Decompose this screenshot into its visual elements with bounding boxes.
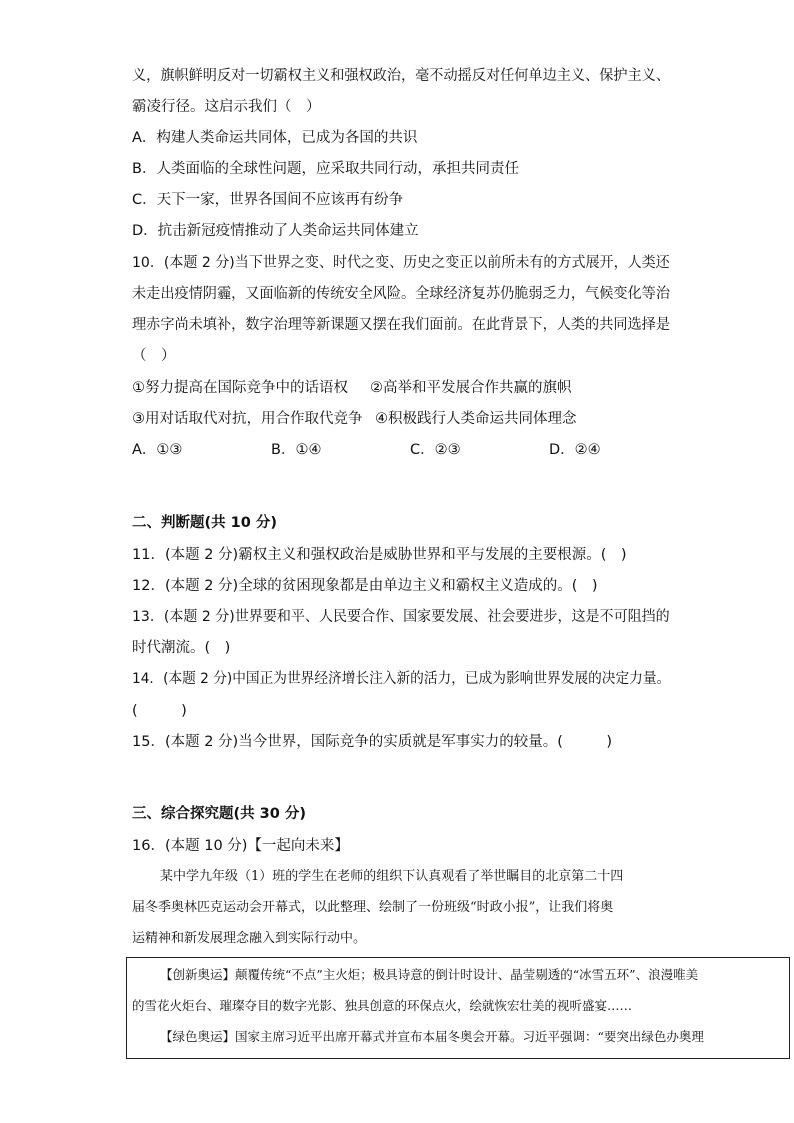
material-line3: 【绿色奥运】国家主席习近平出席开幕式并宣布本届冬奥会开幕。习近平强调：“要突出绿色办奥理 (160, 1029, 704, 1044)
q11: 11．(本题 2 分)霸权主义和强权政治是威胁世界和平与发展的主要根源。( ) (132, 547, 627, 563)
q16-intro-line2: 届冬季奥林匹克运动会开幕式，以此整理、绘制了一份班级“时政小报”，让我们将奥 (132, 900, 614, 915)
q10-option-b: B．①④ (271, 442, 322, 458)
q15: 15．(本题 2 分)当今世界，国际竞争的实质就是军事实力的较量。( ) (132, 734, 613, 750)
q10-option-a: A．①③ (132, 442, 183, 458)
q10-stem-line2: 未走出疫情阴霾，又面临新的传统安全风险。全球经济复苏仍脆弱乏力，气候变化等治 (132, 286, 670, 302)
q10-stem-line3: 理赤字尚未填补，数字治理等新课题又摆在我们面前。在此背景下，人类的共同选择是 (132, 317, 670, 333)
q16-intro-line3: 运精神和新发展理念融入到实际行动中。 (132, 931, 367, 946)
material-line2: 的雪花火炬台、璀璨夺目的数字光影、独具创意的环保点火，绘就恢宏壮美的视听盛宴…… (132, 998, 633, 1013)
q10-stem-line4: （ ） (132, 348, 176, 364)
q16-intro-line1: 某中学九年级（1）班的学生在老师的组织下认真观看了举世瞩目的北京第二十四 (160, 869, 624, 884)
q9-stem-line1: 义，旗帜鲜明反对一切霸权主义和强权政治，毫不动摇反对任何单边主义、保护主义、 (132, 68, 670, 84)
q9-option-b: B．人类面临的全球性问题，应采取共同行动，承担共同责任 (132, 161, 519, 177)
q10-item-3: ③用对话取代对抗，用合作取代竞争 (132, 411, 363, 427)
q10-option-d: D．②④ (549, 442, 601, 458)
q9-option-a: A．构建人类命运共同体，已成为各国的共识 (132, 130, 418, 146)
q10-item-1: ①努力提高在国际竞争中的话语权 (132, 380, 348, 396)
q14-line2: ( ) (132, 703, 187, 719)
q13-line1: 13．(本题 2 分)世界要和平、人民要合作、国家要发展、社会要进步，这是不可阻挡的 (132, 609, 670, 625)
q12: 12．(本题 2 分)全球的贫困现象都是由单边主义和霸权主义造成的。( ) (132, 578, 598, 594)
q10-option-c: C．②③ (410, 442, 461, 458)
q9-stem-line2: 霸凌行径。这启示我们（ ） (132, 99, 321, 115)
q14-line1: 14．(本题 2 分)中国正为世界经济增长注入新的活力，已成为影响世界发展的决定力量。 (132, 671, 671, 687)
section3-title: 三、综合探究题(共 30 分) (132, 806, 307, 822)
q9-option-c: C．天下一家，世界各国间不应该再有纷争 (132, 192, 404, 208)
section2-title: 二、判断题(共 10 分) (132, 515, 278, 531)
q10-item-2: ②高举和平发展合作共赢的旗帜 (370, 380, 572, 396)
q9-option-d: D．抗击新冠疫情推动了人类命运共同体建立 (132, 223, 419, 239)
q10-item-4: ④积极践行人类命运共同体理念 (375, 411, 577, 427)
material-line1: 【创新奥运】颠覆传统“不点”主火炬；极具诗意的倒计时设计、晶莹剔透的“冰雪五环”、浪漫唯美 (160, 967, 699, 982)
q13-line2: 时代潮流。( ) (132, 640, 231, 656)
q10-stem-line1: 10．(本题 2 分)当下世界之变、时代之变、历史之变正以前所未有的方式展开，人类还 (132, 255, 670, 271)
q16-title: 16．(本题 10 分)【一起向未来】 (132, 838, 349, 854)
